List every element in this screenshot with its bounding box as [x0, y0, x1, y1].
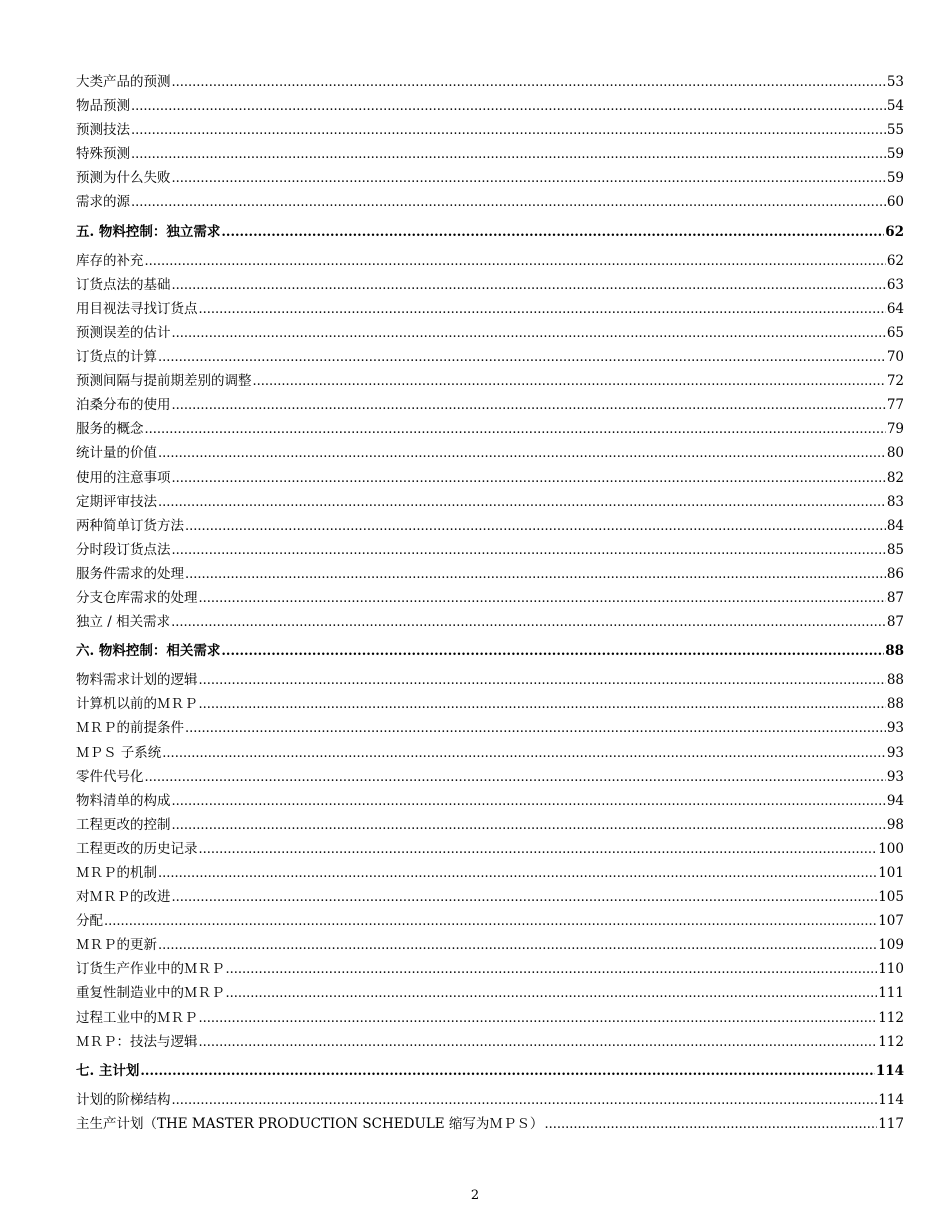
toc-entry[interactable] — [76, 861, 904, 885]
toc-entry[interactable] — [76, 345, 904, 369]
dot-leader — [172, 790, 886, 814]
toc-entry[interactable] — [76, 514, 904, 538]
toc-entry[interactable] — [76, 933, 904, 957]
toc-entry-page: 107 — [878, 913, 904, 930]
toc-entry-page: 62 — [886, 252, 904, 269]
toc-entry-title: 服务的概念 — [76, 421, 144, 438]
toc-entry-title: 预测间隔与提前期差别的调整 — [76, 373, 252, 390]
toc-entry-page: 80 — [886, 445, 904, 462]
toc-entry-title: 物品预测 — [76, 98, 130, 115]
toc-entry[interactable] — [76, 118, 904, 142]
toc-entry-title: ＭＲＰ的前提条件 — [76, 720, 184, 737]
toc-entry-page: 53 — [886, 74, 904, 90]
toc-entry-title: ＭＰＳ 子系统 — [76, 744, 162, 761]
dot-leader — [185, 717, 886, 741]
toc-entry[interactable] — [76, 538, 904, 562]
toc-entry-title: 订货点的计算 — [76, 349, 157, 366]
toc-entry-page: 110 — [878, 961, 904, 978]
toc-entry-page: 60 — [886, 194, 904, 211]
dot-leader — [171, 611, 886, 635]
toc-chapter-entry[interactable] — [76, 639, 904, 663]
toc-entry-page: 87 — [886, 614, 904, 631]
dot-leader — [221, 221, 884, 245]
toc-entry-page: 100 — [878, 840, 904, 857]
dot-leader — [158, 491, 886, 515]
toc-entry-title: 重复性制造业中的ＭＲＰ — [76, 985, 225, 1002]
dot-leader — [131, 143, 886, 167]
toc-entry-title: 工程更改的历史记录 — [76, 840, 198, 857]
table-of-contents — [76, 70, 904, 1136]
toc-entry[interactable] — [76, 957, 904, 981]
dot-leader — [199, 587, 886, 611]
toc-entry-page: 55 — [886, 122, 904, 139]
toc-entry[interactable] — [76, 909, 904, 933]
toc-entry-title: 大类产品的预测 — [76, 74, 171, 90]
toc-entry-page: 87 — [886, 589, 904, 606]
toc-chapter-entry[interactable] — [76, 220, 904, 244]
toc-entry-page: 98 — [886, 816, 904, 833]
toc-entry-title: 用目视法寻找订货点 — [76, 300, 198, 317]
toc-entry-page: 72 — [886, 373, 904, 390]
toc-entry-title: ＭＲＰ的更新 — [76, 937, 157, 954]
toc-entry-page: 109 — [878, 937, 904, 954]
toc-entry[interactable] — [76, 369, 904, 393]
toc-entry-page: 86 — [886, 565, 904, 582]
dot-leader — [131, 191, 886, 215]
toc-entry[interactable] — [76, 190, 904, 214]
dot-leader — [104, 910, 877, 934]
dot-leader — [172, 886, 878, 910]
toc-entry-title: 五. 物料控制：独立需求 — [76, 223, 221, 240]
toc-entry-page: 62 — [885, 223, 904, 240]
toc-entry-page: 88 — [885, 643, 904, 660]
dot-leader — [162, 742, 886, 766]
toc-entry-title: 需求的源 — [76, 194, 130, 211]
dot-leader — [145, 766, 886, 790]
toc-entry-title: 定期评审技法 — [76, 493, 157, 510]
toc-entry[interactable] — [76, 668, 904, 692]
dot-leader — [172, 814, 886, 838]
toc-entry[interactable] — [76, 692, 904, 716]
dot-leader — [172, 274, 886, 298]
dot-leader — [226, 982, 878, 1006]
toc-entry[interactable] — [76, 441, 904, 465]
dot-leader — [172, 539, 886, 563]
dot-leader — [172, 394, 886, 418]
toc-entry-title: 库存的补充 — [76, 252, 144, 269]
toc-entry[interactable] — [76, 586, 904, 610]
toc-entry-title: ＭＲＰ的机制 — [76, 865, 157, 881]
toc-entry[interactable] — [76, 466, 904, 490]
dot-leader — [172, 167, 886, 191]
dot-leader — [158, 862, 877, 886]
dot-leader — [221, 640, 884, 664]
dot-leader — [140, 1060, 874, 1084]
toc-entry-page: 114 — [875, 1062, 904, 1079]
toc-entry-title: 预测为什么失败 — [76, 170, 171, 187]
toc-entry[interactable] — [76, 1030, 904, 1054]
toc-entry-page: 112 — [878, 1009, 904, 1026]
toc-entry-page: 82 — [886, 469, 904, 486]
dot-leader — [158, 346, 886, 370]
toc-entry[interactable] — [76, 321, 904, 345]
toc-entry-page: 114 — [878, 1091, 904, 1108]
dot-leader — [199, 838, 878, 862]
toc-entry[interactable] — [76, 837, 904, 861]
toc-entry-page: 88 — [886, 696, 904, 713]
toc-entry-title: 计算机以前的ＭＲＰ — [76, 696, 198, 713]
toc-entry-title: 订货点法的基础 — [76, 276, 171, 293]
toc-entry-title: 泊桑分布的使用 — [76, 397, 171, 414]
toc-entry-title: 订货生产作业中的ＭＲＰ — [76, 961, 225, 978]
toc-entry-title: 计划的阶梯结构 — [76, 1091, 171, 1108]
toc-entry-title: 分支仓库需求的处理 — [76, 589, 198, 606]
toc-entry-title: 两种简单订货方法 — [76, 517, 184, 534]
toc-entry-page: 79 — [886, 421, 904, 438]
toc-entry[interactable] — [76, 1006, 904, 1030]
dot-leader — [131, 95, 886, 119]
toc-entry[interactable] — [76, 94, 904, 118]
toc-entry-page: 70 — [886, 349, 904, 366]
dot-leader — [199, 1031, 878, 1055]
toc-chapter-entry[interactable] — [76, 1059, 904, 1083]
toc-entry[interactable] — [76, 417, 904, 441]
toc-entry-title: 服务件需求的处理 — [76, 565, 184, 582]
toc-entry-page: 112 — [878, 1033, 904, 1050]
toc-entry-title: 预测误差的估计 — [76, 324, 171, 341]
toc-entry-page: 105 — [878, 889, 904, 906]
toc-entry-page: 85 — [886, 541, 904, 558]
toc-entry-page: 93 — [886, 744, 904, 761]
toc-entry[interactable] — [76, 142, 904, 166]
page-number: 2 — [470, 1188, 480, 1203]
toc-entry-page: 84 — [886, 517, 904, 534]
toc-entry-page: 117 — [878, 1115, 904, 1132]
toc-entry-title: 统计量的价值 — [76, 445, 157, 462]
toc-entry-title: 分时段订货点法 — [76, 541, 171, 558]
dot-leader — [199, 693, 886, 717]
toc-entry-page: 77 — [886, 397, 904, 414]
toc-entry-page: 65 — [886, 324, 904, 341]
toc-entry-title: 物料需求计划的逻辑 — [76, 672, 198, 689]
toc-entry-title: 工程更改的控制 — [76, 816, 171, 833]
toc-entry[interactable] — [76, 297, 904, 321]
toc-entry-title: 主生产计划（THE MASTER PRODUCTION SCHEDULE 缩写为ＭＰＳ） — [76, 1115, 544, 1132]
toc-entry[interactable] — [76, 393, 904, 417]
toc-entry-page: 59 — [886, 146, 904, 163]
toc-entry[interactable] — [76, 765, 904, 789]
toc-entry[interactable] — [76, 490, 904, 514]
toc-entry[interactable] — [76, 249, 904, 273]
dot-leader — [172, 322, 886, 346]
dot-leader — [172, 467, 886, 491]
dot-leader — [145, 418, 886, 442]
toc-entry-page: 93 — [886, 720, 904, 737]
toc-entry-page: 94 — [886, 792, 904, 809]
toc-entry[interactable] — [76, 981, 904, 1005]
dot-leader — [199, 669, 886, 693]
dot-leader — [226, 958, 878, 982]
toc-entry-page: 64 — [886, 300, 904, 317]
toc-entry[interactable] — [76, 1088, 904, 1112]
dot-leader — [172, 1089, 878, 1113]
dot-leader — [185, 563, 886, 587]
dot-leader — [253, 370, 886, 394]
toc-entry-title: 物料清单的构成 — [76, 792, 171, 809]
toc-entry-page: 63 — [886, 276, 904, 293]
dot-leader — [199, 298, 886, 322]
toc-entry-title: 过程工业中的ＭＲＰ — [76, 1009, 198, 1026]
toc-entry[interactable] — [76, 166, 904, 190]
toc-entry-title: 特殊预测 — [76, 146, 130, 163]
toc-entry[interactable] — [76, 1112, 904, 1136]
toc-entry[interactable] — [76, 273, 904, 297]
toc-entry-title: 对ＭＲＰ的改进 — [76, 889, 171, 906]
toc-entry[interactable] — [76, 610, 904, 634]
toc-entry-page: 83 — [886, 493, 904, 510]
toc-entry-page: 88 — [886, 672, 904, 689]
toc-entry-title: 七. 主计划 — [76, 1062, 140, 1079]
toc-entry-title: 六. 物料控制：相关需求 — [76, 643, 221, 660]
toc-entry-title: 分配 — [76, 913, 103, 930]
toc-entry-page: 93 — [886, 768, 904, 785]
dot-leader — [199, 1007, 878, 1031]
dot-leader — [145, 250, 886, 274]
toc-entry[interactable] — [76, 741, 904, 765]
toc-entry[interactable] — [76, 70, 904, 94]
toc-entry-page: 111 — [878, 985, 904, 1002]
toc-entry-title: 使用的注意事项 — [76, 469, 171, 486]
toc-entry-title: 独立 / 相关需求 — [76, 614, 171, 631]
toc-entry-page: 101 — [878, 865, 904, 881]
toc-entry-page: 54 — [886, 98, 904, 115]
toc-entry[interactable] — [76, 813, 904, 837]
dot-leader — [158, 934, 877, 958]
toc-entry-title: 预测技法 — [76, 122, 130, 139]
dot-leader — [185, 515, 886, 539]
toc-entry[interactable] — [76, 562, 904, 586]
dot-leader — [131, 119, 886, 143]
dot-leader — [158, 442, 886, 466]
toc-entry[interactable] — [76, 716, 904, 740]
toc-entry-page: 59 — [886, 170, 904, 187]
toc-entry-title: ＭＲＰ：技法与逻辑 — [76, 1033, 198, 1050]
toc-entry[interactable] — [76, 789, 904, 813]
dot-leader — [172, 71, 886, 95]
toc-entry-title: 零件代号化 — [76, 768, 144, 785]
toc-entry[interactable] — [76, 885, 904, 909]
dot-leader — [544, 1113, 877, 1137]
